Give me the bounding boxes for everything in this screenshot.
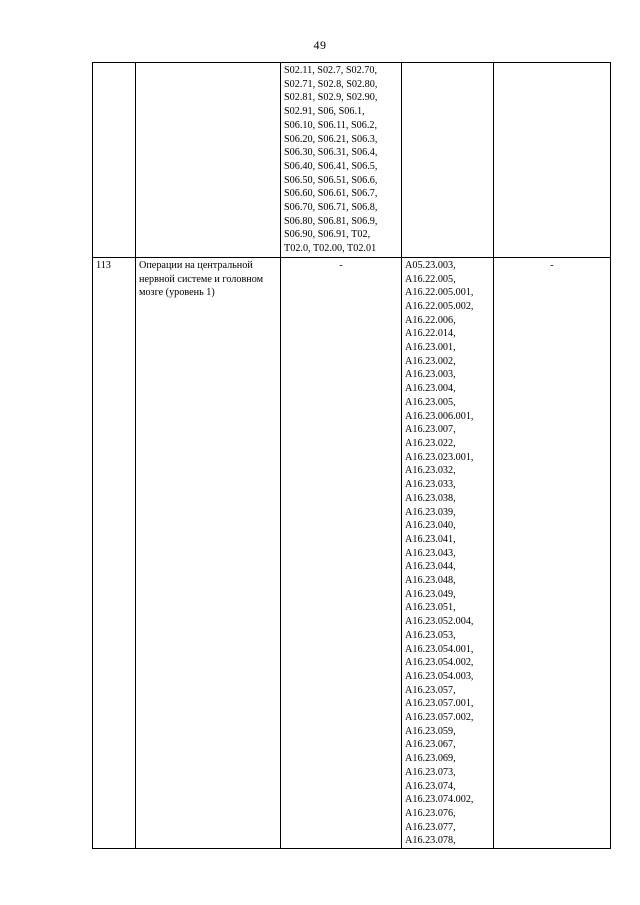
service-code-line: A16.23.048, (405, 575, 456, 587)
service-code-line: A16.23.073, (405, 766, 456, 778)
service-code-line: A16.23.054.001, (405, 643, 474, 655)
diagnosis-codes-cell (281, 63, 402, 258)
service-code-line: A16.23.054.002, (405, 657, 474, 669)
service-code-line: A16.23.007, (405, 424, 456, 436)
service-code-line: A16.23.074, (405, 780, 456, 792)
service-code-line: A16.23.033, (405, 479, 456, 491)
service-code-line: A16.23.003, (405, 369, 456, 381)
service-code-line: A16.23.059, (405, 725, 456, 737)
diagnosis-code-line: S02.91, S06, S06.1, (284, 106, 365, 118)
service-code-line: A16.23.052.004, (405, 616, 474, 628)
service-code-line: A16.23.032, (405, 465, 456, 477)
service-code-line: A16.23.053, (405, 629, 456, 641)
operation-name: Операции на центральной нервной системе и головном мозге (уровень 1) (139, 259, 264, 299)
service-code-line: A16.23.067, (405, 739, 456, 751)
service-code-line: A16.23.005, (405, 396, 456, 408)
service-code-line: A16.23.022, (405, 437, 456, 449)
row-number-cell: 113 (93, 257, 136, 848)
service-code-line: A16.23.043, (405, 547, 456, 559)
service-code-line: A16.22.005.002, (405, 300, 474, 312)
diagnosis-codes-cell: - (281, 257, 402, 848)
service-code-line: A16.23.044, (405, 561, 456, 573)
service-code-line: A16.23.040, (405, 520, 456, 532)
service-code-line: A16.23.001, (405, 342, 456, 354)
service-code-line: A16.23.069, (405, 753, 456, 765)
diagnosis-code-line: S02.71, S02.8, S02.80, (284, 78, 378, 90)
extra-criteria-cell (494, 63, 611, 258)
service-codes-cell (402, 257, 494, 848)
diagnosis-code-line: S06.30, S06.31, S06.4, (284, 147, 378, 159)
extra-criteria-cell: - (494, 257, 611, 848)
service-code-line: A16.23.076, (405, 807, 456, 819)
service-code-line: A16.23.077, (405, 821, 456, 833)
diagnosis-code-line: S02.81, S02.9, S02.90, (284, 92, 378, 104)
row-number-cell (93, 63, 136, 258)
diagnosis-code-line: S06.40, S06.41, S06.5, (284, 160, 378, 172)
page-number: 49 (313, 38, 327, 52)
operation-name-cell (136, 257, 281, 848)
service-code-line: A16.23.078, (405, 835, 456, 847)
diagnosis-code-line: S06.50, S06.51, S06.6, (284, 174, 378, 186)
service-code-line: A05.23.003, (405, 259, 456, 271)
service-code-line: A16.23.057.002, (405, 712, 474, 724)
service-code-line: A16.23.041, (405, 533, 456, 545)
service-code-line: A16.23.038, (405, 492, 456, 504)
service-code-line: A16.23.051, (405, 602, 456, 614)
service-code-line: A16.23.049, (405, 588, 456, 600)
table-row-continuation (93, 63, 611, 258)
service-code-line: A16.23.057, (405, 684, 456, 696)
service-code-line: A16.22.014, (405, 328, 456, 340)
service-codes-cell (402, 63, 494, 258)
service-code-line: A16.23.074.002, (405, 794, 474, 806)
service-code-line: A16.22.005, (405, 273, 456, 285)
diagnosis-code-line: S06.60, S06.61, S06.7, (284, 188, 378, 200)
service-code-line: A16.23.002, (405, 355, 456, 367)
service-code-line: A16.23.057.001, (405, 698, 474, 710)
diagnosis-code-line: S06.90, S06.91, T02, (284, 229, 371, 241)
service-code-line: A16.22.006, (405, 314, 456, 326)
service-code-line: A16.23.004, (405, 383, 456, 395)
diagnosis-code-line: S02.11, S02.7, S02.70, (284, 65, 378, 76)
operation-name-cell (136, 63, 281, 258)
table-row-113 (93, 257, 611, 848)
diagnosis-code-line: S06.10, S06.11, S06.2, (284, 119, 378, 131)
service-code-line: A16.22.005.001, (405, 287, 474, 299)
service-code-line: A16.23.039, (405, 506, 456, 518)
service-code-line: A16.23.006.001, (405, 410, 474, 422)
diagnosis-code-line: S06.20, S06.21, S06.3, (284, 133, 378, 145)
diagnosis-code-line: T02.0, T02.00, T02.01 (284, 243, 377, 255)
diagnosis-code-line: S06.70, S06.71, S06.8, (284, 202, 378, 214)
tariff-table (92, 62, 611, 849)
service-code-line: A16.23.054.003, (405, 670, 474, 682)
service-code-line: A16.23.023.001, (405, 451, 474, 463)
diagnosis-code-line: S06.80, S06.81, S06.9, (284, 215, 378, 227)
